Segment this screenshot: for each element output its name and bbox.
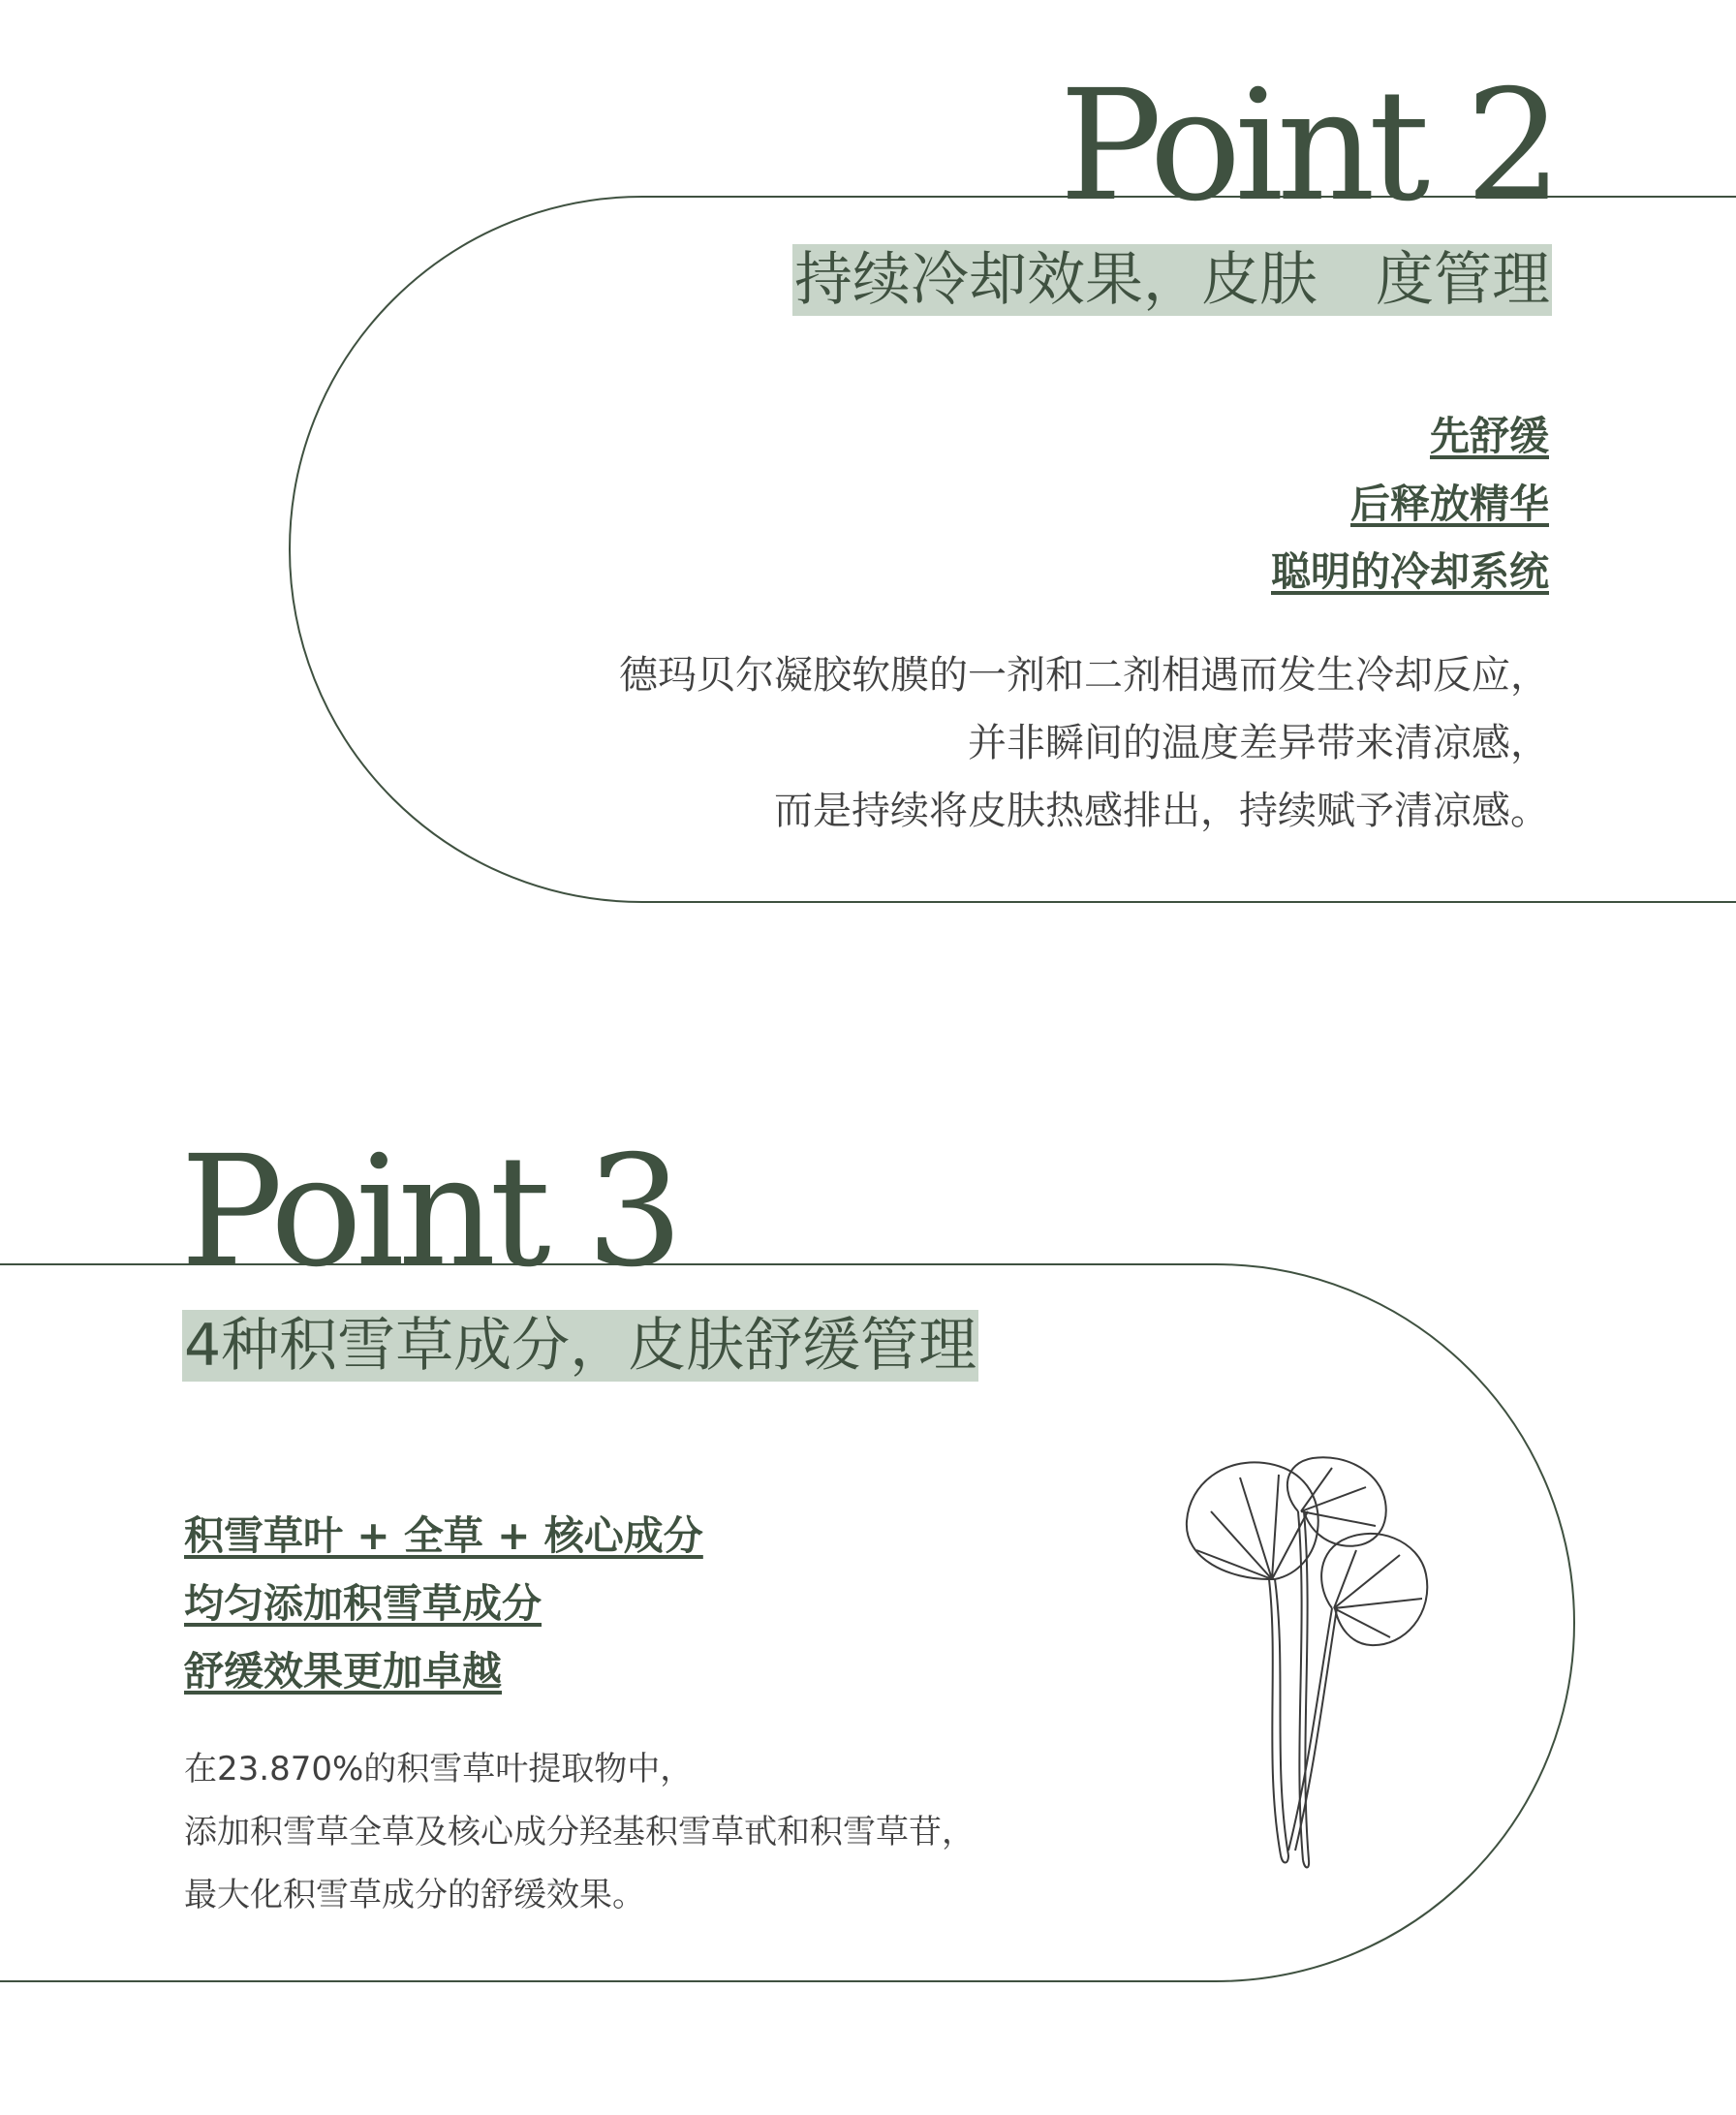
point2-title: Point 2: [1059, 57, 1556, 235]
point3-subhead-3: 舒缓效果更加卓越: [184, 1648, 502, 1695]
point2-subheads: [1271, 402, 1549, 606]
point2-subhead-2: 后释放精华: [1350, 481, 1549, 527]
point3-subhead-1: 积雪草叶 + 全草 + 核心成分: [184, 1512, 703, 1559]
point3-body-line-1: 在23.870%的积雪草叶提取物中，: [184, 1750, 694, 1788]
point3-title: Point 3: [180, 1123, 677, 1301]
point2-headline: 持续冷却效果，皮肤 度管理: [794, 246, 1550, 314]
point2-subhead-1: 先舒缓: [1430, 413, 1549, 459]
point2-subhead-3: 聪明的冷却系统: [1271, 548, 1549, 595]
point3-body-line-3: 最大化积雪草成分的舒缓效果。: [184, 1876, 645, 1914]
point3-headline: 4种积雪草成分，皮肤舒缓管理: [184, 1312, 977, 1380]
point3-body-line-2: 添加积雪草全草及核心成分羟基积雪草甙和积雪草苷，: [184, 1813, 975, 1851]
point2-body-line-3: 而是持续将皮肤热感排出，持续赋予清凉感。: [774, 789, 1549, 833]
point2-body-line-1: 德玛贝尔凝胶软膜的一剂和二剂相遇而发生冷却反应，: [619, 653, 1549, 698]
centella-leaves-icon: [1172, 1453, 1443, 1880]
point3-subheads: [184, 1502, 703, 1705]
point2-body-line-2: 并非瞬间的温度差异带来清凉感，: [968, 721, 1549, 765]
point2-body: [619, 641, 1549, 845]
point3-body: [184, 1738, 975, 1927]
point3-subhead-2: 均匀添加积雪草成分: [184, 1580, 542, 1627]
